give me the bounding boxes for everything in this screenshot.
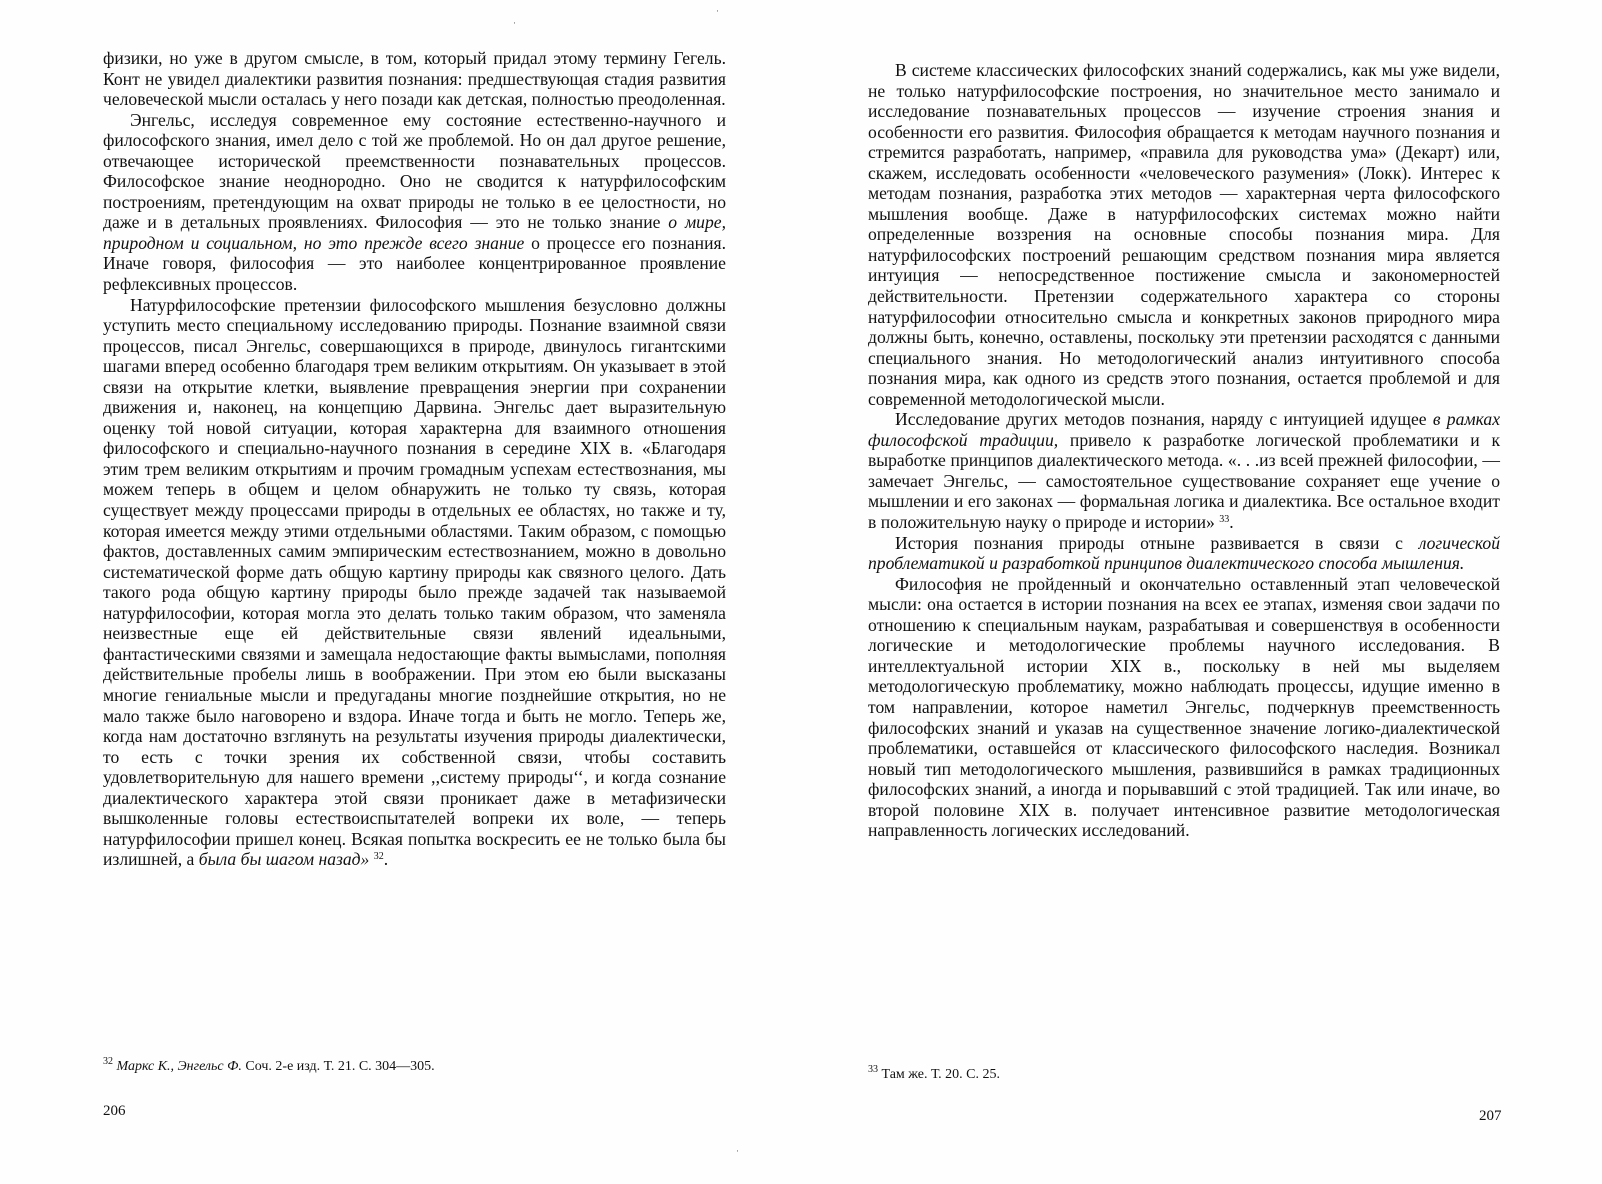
text-run: В системе классических философских знаний содержались, как мы уже видели, не только натурфилософские построения, но значительное место занимало и исследование познавательных процессов — изучение строения знания и особенности его развития. Философия обращается к методам научного познания и стремится разработать, например, «правила для руководства ума» (Декарт) или, скажем, исследовать особенности «человеческого разумения» (Локк). Интерес к методам познания, разработка этих методов — характерная черта философского мышления вообще. Даже в натурфилософских системах можно найти определенные воззрения на основные способы познания мира. Для натурфилософских построений решающим средством познания мира является интуиция — непосредственное постижение смысла и закономерностей действительности. Претензии содержательного характера со стороны натурфилософии относительно смысла и конкретных законов природного мира должны быть, конечно, оставлены, поскольку эти претензии расходятся с данными специального знания. Но методологический анализ интуитивного способа познания мира, как одного из средств этого познания, остается проблемой и для современной методологической мысли. (868, 60, 1500, 409)
paragraph (868, 60, 1500, 409)
text-run: Натурфилософские претензии философского мышления безусловно должны уступить место специальному исследованию природы. Познание взаимной связи процессов, писал Энгельс, совершающихся в природе, двинулось гигантскими шагами вперед особенно благодаря трем великим открытиям. Он указывает в этой связи на открытие клетки, выявление превращения энергии при сохранении движения и, наконец, на концепцию Дарвина. Энгельс дает выразительную оценку той новой ситуации, которая характерна для взаимного отношения философского и специально-научного познания в середине XIX в. «Благодаря этим трем великим открытиям и прочим громадным успехам естествознания, мы можем теперь в общем и целом обнаружить не только ту связь, которая существует между процессами природы в отдельных ее областях, но также и ту, которая имеется между этими отдельными областями. Таким образом, с помощью фактов, доставленных самим эмпирическим естествознанием, можно в довольно систематической форме дать общую картину природы как связного целого. Дать такого рода общую картину природы было прежде задачей так называемой натурфилософии, которая могла это делать только таким образом, что заменяла неизвестные еще ей действительные связи явлений идеальными, фантастическими связями и замещала недостающие факты вымыслами, пополняя действительные пробелы лишь в воображении. При этом ею были высказаны многие гениальные мысли и предугаданы многие позднейшие открытия, но не мало также было наговорено и вздора. Иначе тогда и быть не могло. Теперь же, когда нам достаточно взглянуть на результаты изучения природы диалектически, то есть с точки зрения их собственной связи, чтобы составить удовлетворительную для нашего времени ,,систему природы‘‘, и когда сознание диалектического характера этой связи проникает даже в метафизически вышколенные головы естествоиспытателей вопреки их воле, — теперь натурфилософии пришел конец. Всякая попытка воскресить ее не только была бы излишней, а (103, 294, 726, 870)
paragraph (103, 295, 726, 870)
page-number: 207 (1479, 1108, 1502, 1124)
paragraph (868, 409, 1500, 532)
right-page (801, 0, 1602, 1184)
footnote-reference: Соч. 2-е изд. Т. 21. С. 304—305. (241, 1059, 435, 1074)
text-run: Исследование других методов познания, наряду с интуицией идущее (895, 409, 1433, 430)
paragraph (103, 110, 726, 295)
italic-text: о мире, природном и социальном, но это прежде всего знание (103, 212, 726, 253)
footnote-marker: 32 (103, 1056, 113, 1067)
text-run: Философия не пройденный и окончательно оставленный этап человеческой мысли: она остается в истории познания на всех ее этапах, изменяя свои задачи по отношению к специальным наукам, разрабатывая и совершенствуя в особенности логические и методологические проблемы научного исследования. В интеллектуальной истории XIX в., поскольку в ней мы выделяем методологическую проблематику, можно наблюдать процессы, идущие именно в том направлении, которое наметил Энгельс, подчеркнув преемственность философских знаний и указав на существенное значение логико-диалектической проблематики, оставшейся от классического философского наследия. Возникал новый тип методологического мышления, развившийся в рамках традиционных философских знаний, а иногда и порывавший с этой традицией. Так или иначе, во второй половине XIX в. получает интенсивное развитие методологическая направленность логических исследований. (868, 573, 1500, 841)
italic-text: логической проблематикой и разработкой принципов диалектического способа мышления. (868, 532, 1500, 574)
page-number: 206 (103, 1103, 126, 1119)
italic-text: в рамках философской традиции, (868, 409, 1501, 450)
footnote-33 (868, 1066, 1468, 1084)
left-page-text (103, 48, 726, 870)
paragraph (868, 574, 1500, 841)
footnote-reference-marker: 32 (373, 851, 384, 863)
scan-speck: · (736, 1146, 739, 1156)
footnote-marker: 33 (868, 1064, 878, 1075)
right-page-text (868, 60, 1500, 841)
footnote-author: Маркс К., Энгельс Ф. (116, 1059, 242, 1074)
footnote-reference-marker: 33 (1219, 514, 1230, 526)
paragraph (868, 533, 1500, 574)
footnote-reference: Там же. Т. 20. С. 25. (878, 1067, 1000, 1082)
text-run: физики, но уже в другом смысле, в том, который придал этому термину Гегель. Конт не увидел диалектики развития познания: предшествующая стадия развития человеческой мысли осталась у него позади как детская, полностью преодоленная. (103, 48, 726, 110)
text-run: . (383, 849, 389, 870)
text-run: . (1229, 512, 1234, 533)
scan-speck: · (716, 6, 719, 16)
footnote-32 (103, 1058, 703, 1076)
text-run: привело к разработке логической проблематики и к выработке принципов диалектического метода. «. . .из всей прежней философии, — замечает Энгельс, — самостоятельное существование сохраняет еще учение о мышлении и его законах — формальная логика и диалектика. Все остальное входит в положительную науку о природе и истории» (868, 429, 1500, 533)
text-run: Энгельс, исследуя современное ему состояние естественно-научного и философского знания, имел дело с той же проблемой. Но он дал другое решение, отвечающее исторической преемственности познавательных процессов. Философское знание неоднородно. Оно не сводится к натурфилософским построениям, претендующим на охват природы не только в ее целостности, но даже и в детальных проявлениях. Философия — это не только знание (103, 109, 726, 233)
text-run: История познания природы отныне развивается в связи с (895, 532, 1419, 553)
paragraph (103, 48, 726, 110)
text-run: о процессе его познания. Иначе говоря, философия — это наиболее концентрированное проявление рефлексивных процессов. (103, 232, 726, 295)
italic-text: была бы шагом назад» (198, 849, 370, 870)
scan-speck: · (513, 18, 516, 28)
